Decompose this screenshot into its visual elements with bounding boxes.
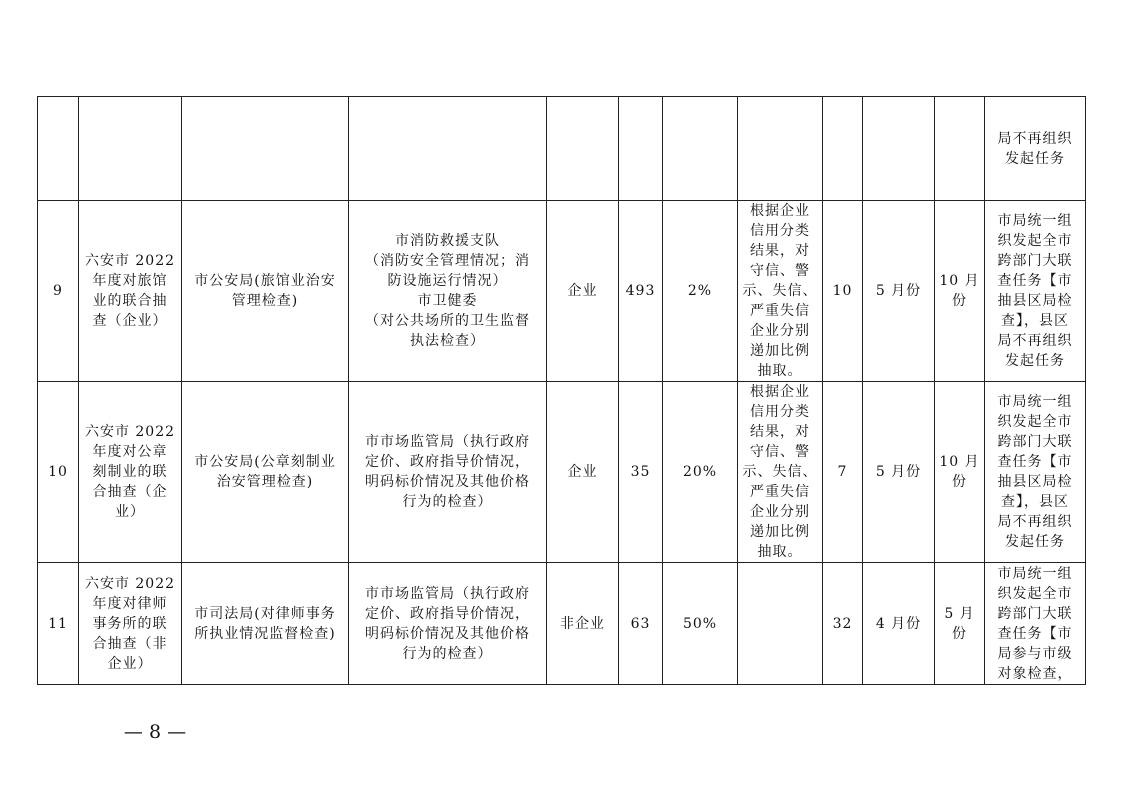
cell-start: 5 月份 [863,201,935,382]
cell-initiator: 市公安局(公章刻制业 治安管理检查) [182,382,349,563]
cell-end: 10 月 份 [935,382,985,563]
cell-no: 9 [38,201,79,382]
cell-start: 5 月份 [863,382,935,563]
cell-end [935,97,985,201]
cell-method: 根据企业 信用分类 结果，对 守信、警 示、失信、 严重失信 企业分别 递加比例 抽取。 [738,201,823,382]
cell-ratio [663,97,738,201]
cell-sample: 10 [823,201,863,382]
cell-count [619,97,663,201]
table-row [38,97,1086,201]
cell-ratio: 2% [663,201,738,382]
cell-participants: 市消防救援支队 （消防安全管理情况；消 防设施运行情况） 市卫健委 （对公共场所的卫生监督 执法检查） [349,201,547,382]
table-row [38,201,1086,382]
cell-ratio: 50% [663,563,738,685]
cell-method [738,563,823,685]
table-row [38,563,1086,685]
cell-start [863,97,935,201]
cell-initiator [182,97,349,201]
cell-no: 11 [38,563,79,685]
cell-count: 493 [619,201,663,382]
cell-note: 局不再组织 发起任务 [985,97,1086,201]
cell-count: 63 [619,563,663,685]
cell-participants: 市市场监管局（执行政府 定价、政府指导价情况， 明码标价情况及其他价格 行为的检查） [349,563,547,685]
cell-no: 10 [38,382,79,563]
cell-participants: 市市场监管局（执行政府 定价、政府指导价情况， 明码标价情况及其他价格 行为的检查） [349,382,547,563]
cell-no [38,97,79,201]
inspection-plan-table [37,96,1086,685]
cell-end: 5 月 份 [935,563,985,685]
table-row [38,382,1086,563]
cell-sample: 7 [823,382,863,563]
cell-sample [823,97,863,201]
cell-participants [349,97,547,201]
page-number: — 8 — [123,721,187,743]
cell-ratio: 20% [663,382,738,563]
cell-object-type [547,97,619,201]
cell-note: 市局统一组 织发起全市 跨部门大联 查任务【市 抽县区局检 查】，县区 局不再组织 发起任务 [985,382,1086,563]
cell-end: 10 月 份 [935,201,985,382]
cell-note: 市局统一组 织发起全市 跨部门大联 查任务【市 抽县区局检 查】，县区 局不再组织 发起任务 [985,201,1086,382]
cell-initiator: 市公安局(旅馆业治安 管理检查) [182,201,349,382]
cell-name: 六安市 2022 年度对旅馆 业的联合抽 查（企业） [79,201,182,382]
cell-initiator: 市司法局(对律师事务 所执业情况监督检查) [182,563,349,685]
cell-start: 4 月份 [863,563,935,685]
cell-method [738,97,823,201]
cell-name [79,97,182,201]
cell-object-type: 企业 [547,201,619,382]
cell-sample: 32 [823,563,863,685]
cell-count: 35 [619,382,663,563]
cell-note: 市局统一组 织发起全市 跨部门大联 查任务【市 局参与市级 对象检查， [985,563,1086,685]
cell-name: 六安市 2022 年度对公章 刻制业的联 合抽查（企 业） [79,382,182,563]
cell-method: 根据企业 信用分类 结果，对 守信、警 示、失信、 严重失信 企业分别 递加比例 抽取。 [738,382,823,563]
cell-object-type: 非企业 [547,563,619,685]
cell-object-type: 企业 [547,382,619,563]
cell-name: 六安市 2022 年度对律师 事务所的联 合抽查（非 企业） [79,563,182,685]
